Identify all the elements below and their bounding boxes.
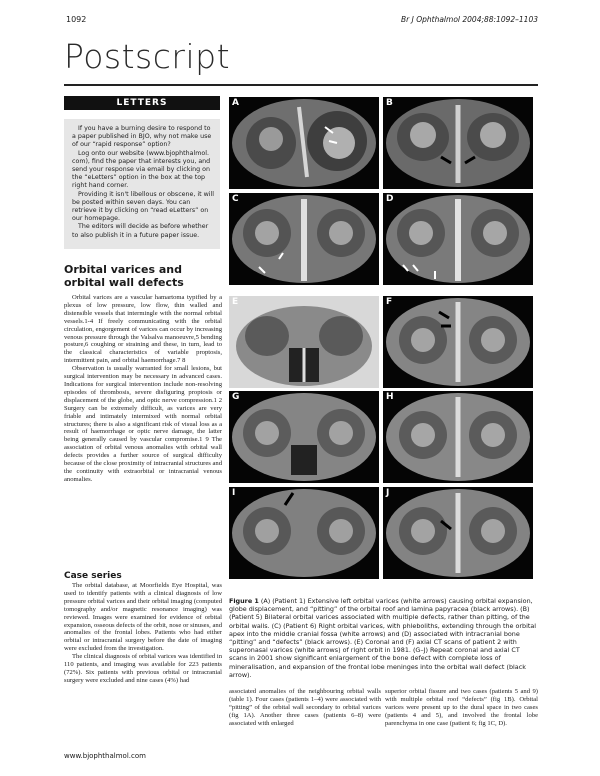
panel-label: B [386, 98, 393, 108]
figure-caption-text: (A) (Patient 1) Extensive left orbital varices (white arrows) causing orbital expansion, globe displacement, and “pitting” of the orbital roof and lamina papyracea (black arrows). (B) (Patient 5) Bilateral orbital varices associated with multiple defects, rather than pitting, of the orbital walls. (C) (Patient 6) Right orbital varices, with phleboliths, extending through the orbital apex into the middle cranial fossa (white arrows) and (D) associated with intracranial bone “pitting” and “defects” (black arrows). (E) Coronal and (F) axial CT scans of patient 2 with superonasal varices (white arrows) of right orbit in 1981. (G–J) Repeat coronal and axial CT scans in 2001 show significant enlargement of the bone defect with complete loss of mineralisation, and expansion of the frontal lobe meninges into the orbital wall defect (black arrow). [229, 597, 537, 679]
journal-reference: Br J Ophthalmol 2004;88:1092–1103 [401, 15, 538, 24]
panel-label: G [232, 392, 240, 402]
figure-caption-label: Figure 1 [229, 597, 259, 605]
panel-label: E [232, 297, 239, 307]
panel-label: H [386, 392, 394, 402]
panel-label: A [232, 98, 239, 108]
figure-panel-f [383, 296, 533, 388]
case-series-heading: Case series [64, 571, 122, 581]
figure-panel-a [229, 97, 379, 189]
title-rule [64, 84, 538, 86]
article-title: Orbital varices and orbital wall defects [64, 263, 184, 289]
figure-panel-d [383, 193, 533, 285]
body-paragraph: Observation is usually warranted for small lesions, but surgical intervention may be necessary in advanced cases. Indications for surgical intervention include non-resolving episodes of thrombosis, severe disfiguring proptosis or displacement of the globe, and optic nerve compression.1 2 Surgery can be extremely difficult, as varices are very friable and intimately intermixed with normal orbital structures; there is also a significant risk of visual loss as a result of haemorrhage or optic nerve damage, the latter being generally caused by vascular compromise.1 9 The association of orbital venous anomalies with orbital wall defects provides a further source of surgical difficulty because of the close proximity of intracranial structures and the continuity with extraorbital or intracranial venous anomalies. [64, 365, 222, 483]
letters-paragraph: If you have a burning desire to respond to a paper published in BJO, why not make use of our “rapid response” option? [72, 125, 212, 149]
section-title: Postscript [64, 37, 231, 76]
panel-label: D [386, 194, 394, 204]
figure-panel-e [229, 296, 379, 388]
panel-label: F [386, 297, 393, 307]
figure-panel-c [229, 193, 379, 285]
panel-label: J [386, 488, 390, 498]
body-paragraph: associated anomalies of the neighbouring orbital walls (table 1). Four cases (patients 1–4) were associated with “pitting” of the orbital wall secondary to orbital varices (fig 1A). Another three cases (patients 6–8) were associated with enlarged [229, 688, 381, 727]
letters-paragraph: Log onto our website (www.bjophthalmol. com), find the paper that interests you, and send your response via email by clicking on the “eLetters” option in the box at the top right hand corner. [72, 149, 211, 190]
panel-label: C [232, 194, 239, 204]
case-series-body [64, 582, 222, 685]
article-body [64, 294, 222, 484]
footer-url: www.bjophthalmol.com [64, 752, 146, 760]
column-2-text [229, 688, 381, 728]
letters-paragraph: Providing it isn't libellous or obscene, it will be posted within seven days. You can retrieve it by clicking on “read eLetters” on our homepage. [72, 190, 215, 223]
page-number: 1092 [66, 15, 87, 24]
letters-paragraph: The editors will decide as before whether to also publish it in a future paper issue. [72, 223, 209, 239]
figure-panel-g [229, 391, 379, 483]
figure-panel-i [229, 487, 379, 579]
figure-panel-h [383, 391, 533, 483]
body-paragraph: The clinical diagnosis of orbital varices was identified in 110 patients, and imaging was available for 223 patients (72%). Six patients with previous orbital or intracranial surgery were excluded and nine cases (4%) had [64, 653, 222, 684]
body-paragraph: The orbital database, at Moorfields Eye Hospital, was used to identify patients with a clinical diagnosis of low pressure orbital varices and their orbital imaging (computed tomography and/or magnetic resonance imaging) was reviewed. Images were examined for evidence of orbital expansion, osseous defects of the orbit, nose or sinuses, and anomalies of the frontal lobes. Patients who had either orbital or intracranial surgery before the date of imaging were excluded from the investigation. [64, 582, 223, 653]
letters-text [72, 125, 215, 240]
figure-panel-j [383, 487, 533, 579]
body-paragraph: Orbital varices are a vascular hamartoma typified by a plexus of low pressure, low flow, thin walled and distensible vessels that intermingle with the normal orbital vessels.1-4 If freely communicating with the orbital circulation, engorgement of varices can occur by increasing venous pressure through the Valsalva manoeuvre,5 bending posture,6 coughing or straining and these, in turn, lead to the classical characteristics of variable proptosis, intermittent pain, and orbital haemorrhage.7 8 [64, 294, 222, 365]
figure-caption [229, 597, 538, 679]
letters-heading: LETTERS [64, 96, 220, 110]
panel-label: I [232, 488, 236, 498]
column-3-text [385, 688, 538, 728]
body-paragraph: superior orbital fissure and two cases (patients 5 and 9) with multiple orbital roof “defects” (fig 1B). Orbital varices were present up to the dural space in two cases (patients 4 and 5), and involved the frontal lobe parenchyma in one case (patient 6; fig 1C, D). [385, 688, 538, 727]
figure-panel-b [383, 97, 533, 189]
